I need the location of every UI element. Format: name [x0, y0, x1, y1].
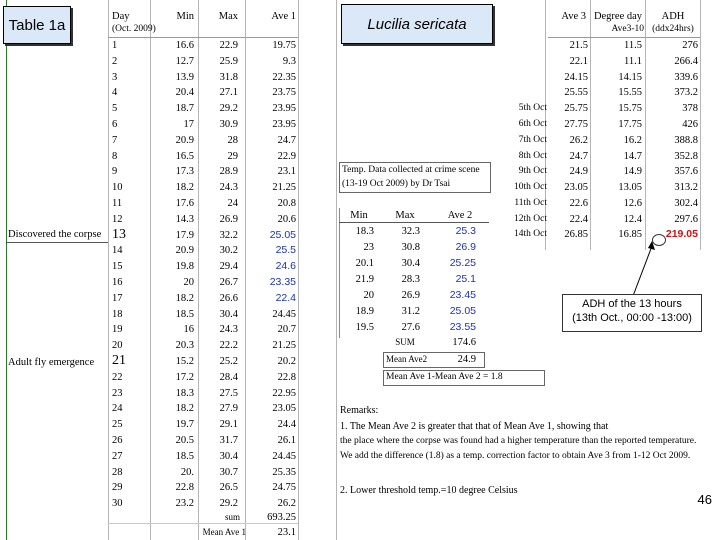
right-cell-adh: 378	[682, 103, 698, 115]
table-cell-max: 29.2	[219, 498, 238, 510]
right-cell-adh: 339.6	[674, 71, 698, 83]
right-cell-dd: 12.4	[623, 213, 642, 225]
table-cell-ave: 24.75	[272, 482, 296, 494]
table-cell-max: 24.3	[219, 182, 238, 194]
table-cell-min: 18.2	[175, 292, 194, 304]
table-cell-ave: 21.25	[272, 182, 296, 194]
page-number: 46	[697, 492, 712, 507]
table-cell-ave: 22.9	[277, 150, 296, 162]
table-cell-min: 17.6	[175, 198, 194, 209]
scene-caption-line1: Temp. Data collected at crime scene	[342, 165, 480, 175]
table-cell-ave: 23.75	[272, 87, 296, 99]
table-cell-day: 22	[112, 371, 123, 383]
table-cell-min: 17.2	[175, 371, 194, 383]
scene-header-ave2: Ave 2	[447, 210, 473, 221]
table-cell-ave: 25.05	[269, 228, 296, 241]
label-adult-fly-emergence: Adult fly emergence	[8, 357, 95, 368]
table-cell-min: 18.5	[175, 450, 194, 462]
scene-cell-min: 20	[363, 290, 374, 301]
right-cell-date: 8th Oct	[518, 150, 547, 161]
header-day-sub: (Oct. 2009)	[112, 24, 156, 34]
table-cell-day: 12	[112, 213, 123, 225]
table-cell-min: 15.2	[175, 356, 194, 367]
table-cell-min: 20.3	[175, 340, 194, 352]
right-cell-dd: 14.9	[623, 166, 642, 178]
scene-header-min: Min	[350, 210, 368, 221]
right-cell-ave: 24.9	[569, 166, 588, 178]
table-cell-max: 32.2	[219, 229, 238, 241]
right-cell-adh: 352.8	[674, 150, 698, 162]
scene-cell-max: 27.6	[401, 322, 420, 333]
right-cell-dd: 16.2	[623, 134, 642, 146]
right-cell-dd: 13.05	[618, 182, 642, 194]
scene-cell-ave: 25.3	[455, 225, 476, 237]
table-cell-min: 20.	[180, 466, 194, 478]
table-cell-max: 30.7	[219, 466, 238, 478]
remarks-title: Remarks:	[340, 405, 379, 416]
table-cell-ave: 23.95	[272, 119, 296, 130]
table-cell-ave: 20.8	[277, 198, 296, 209]
table-cell-day: 30	[112, 498, 123, 510]
scene-cell-min: 19.5	[355, 322, 374, 333]
table-cell-max: 25.2	[219, 356, 238, 367]
table-cell-ave: 25.35	[272, 466, 296, 478]
table-cell-max: 27.1	[219, 87, 238, 99]
table-cell-max: 26.7	[219, 277, 238, 288]
right-cell-ave: 26.2	[569, 134, 588, 146]
right-cell-ave: 22.4	[569, 213, 588, 225]
scene-cell-ave: 23.55	[449, 321, 476, 333]
table-cell-max: 28	[227, 134, 238, 146]
scene-cell-max: 28.3	[401, 274, 420, 285]
table-cell-max: 31.8	[219, 71, 238, 83]
table-cell-max: 26.9	[219, 213, 238, 225]
table-cell-ave: 23.35	[269, 276, 296, 288]
table-cell-min: 17.3	[175, 166, 194, 178]
table-cell-ave: 20.7	[277, 324, 296, 336]
right-cell-dd: 11.1	[624, 55, 642, 67]
callout-line1: ADH of the 13 hours	[582, 298, 682, 310]
table-cell-day: 7	[112, 134, 118, 146]
right-cell-dd: 14.7	[623, 150, 642, 162]
table-cell-day: 2	[112, 55, 118, 67]
table-cell-ave: 23.95	[272, 103, 296, 115]
right-header-degree-day: Degree day	[593, 11, 643, 22]
table-cell-day: 24	[112, 403, 123, 415]
table-cell-ave: 26.1	[277, 435, 296, 446]
table-cell-max: 29.2	[219, 103, 238, 115]
header-max: Max	[218, 11, 238, 22]
right-cell-date: 5th Oct	[518, 103, 547, 114]
table-cell-ave: 9.3	[282, 55, 296, 67]
table-cell-day: 29	[112, 482, 123, 494]
right-cell-date: 11th Oct	[514, 198, 547, 208]
table-cell-day: 19	[112, 324, 123, 336]
table-cell-day: 18	[112, 308, 123, 320]
table-cell-max: 26.5	[219, 482, 238, 494]
table-cell-max: 28.9	[219, 166, 238, 178]
table-cell-day: 20	[112, 340, 123, 352]
table-cell-day: 28	[112, 466, 123, 478]
scene-cell-max: 26.9	[401, 290, 420, 301]
table-cell-day: 11	[112, 198, 123, 209]
table-cell-min: 16.6	[175, 40, 194, 51]
right-subheader-dd: Ave3-10	[611, 24, 644, 34]
right-cell-adh: 373.2	[674, 87, 698, 99]
right-cell-dd: 15.75	[618, 103, 642, 115]
table-cell-max: 29	[227, 150, 238, 162]
table-cell-day: 10	[112, 182, 123, 194]
table-cell-min: 17	[183, 119, 194, 130]
remarks-line5: 2. Lower threshold temp.=10 degree Celsius	[340, 485, 518, 496]
table-cell-ave: 22.95	[272, 387, 296, 399]
right-cell-dd: 17.75	[618, 119, 642, 130]
table-cell-min: 18.7	[175, 103, 194, 115]
scene-cell-min: 20.1	[355, 258, 374, 269]
table-cell-ave: 24.45	[272, 450, 296, 462]
table-cell-day: 21	[112, 353, 126, 368]
table-cell-max: 24	[227, 198, 238, 209]
table-cell-ave: 23.05	[272, 403, 296, 415]
right-cell-adh: 219.05	[665, 228, 698, 240]
scene-header-max: Max	[395, 210, 415, 221]
mean-ave1-value: 23.1	[277, 527, 296, 538]
table-cell-day: 8	[112, 150, 118, 162]
right-cell-dd: 12.6	[623, 198, 642, 209]
table-cell-day: 26	[112, 435, 123, 446]
scene-cell-ave: 25.05	[449, 305, 476, 317]
table-cell-ave: 24.4	[277, 419, 296, 431]
table-cell-min: 20.5	[175, 435, 194, 446]
table-cell-max: 29.4	[219, 261, 238, 273]
table-cell-day: 17	[112, 292, 123, 304]
right-cell-adh: 297.6	[674, 213, 698, 225]
scene-cell-ave: 26.9	[455, 241, 476, 253]
table-cell-max: 25.9	[219, 55, 238, 67]
table-cell-ave: 25.5	[275, 244, 296, 257]
species-name: Lucilia sericata	[367, 15, 467, 33]
table-cell-max: 30.4	[219, 308, 238, 320]
table-cell-day: 25	[112, 419, 123, 431]
table-cell-ave: 22.35	[272, 71, 296, 83]
scene-cell-max: 30.4	[401, 258, 420, 269]
label-discovered-corpse: Discovered the corpse	[8, 229, 102, 240]
right-cell-dd: 14.15	[618, 71, 642, 83]
right-cell-date: 9th Oct	[518, 166, 547, 177]
right-cell-date: 7th Oct	[518, 134, 547, 145]
callout-line2: (13th Oct., 00:00 -13:00)	[572, 312, 692, 324]
sum-value: 693.25	[267, 512, 296, 523]
table-cell-ave: 22.8	[277, 371, 296, 383]
table-cell-min: 18.5	[175, 308, 194, 320]
scene-mean-label: Mean Ave2	[386, 354, 428, 364]
right-cell-ave: 25.75	[564, 103, 588, 115]
scene-caption-line2: (13-19 Oct 2009) by Dr Tsai	[342, 179, 451, 189]
table-cell-min: 23.2	[175, 498, 194, 510]
scene-cell-ave: 25.1	[455, 273, 476, 285]
table-cell-min: 20	[183, 277, 194, 288]
table-cell-day: 1	[112, 40, 118, 51]
mean-ave1-label: Mean Ave 1	[202, 527, 246, 537]
right-cell-dd: 15.55	[618, 87, 642, 99]
table-cell-day: 3	[112, 71, 118, 83]
header-min: Min	[176, 11, 194, 22]
right-cell-adh: 388.8	[674, 134, 698, 146]
table-cell-min: 13.9	[175, 71, 194, 83]
table-cell-max: 29.1	[219, 419, 238, 431]
table-cell-ave: 23.1	[277, 166, 296, 178]
right-cell-ave: 27.75	[564, 119, 588, 130]
right-subheader-adh: (ddx24hrs)	[652, 24, 694, 34]
table-cell-max: 31.7	[219, 435, 238, 446]
table-cell-day: 15	[112, 261, 123, 273]
right-cell-ave: 23.05	[564, 182, 588, 194]
table-cell-day: 9	[112, 166, 118, 178]
table-cell-min: 16.5	[175, 150, 194, 162]
table-cell-ave: 24.6	[275, 260, 296, 273]
scene-cell-ave: 25.25	[449, 257, 476, 269]
remarks-line2: the place where the corpse was found had a higher temperature than the reported temperature.	[340, 436, 697, 446]
right-cell-ave: 26.85	[564, 229, 588, 240]
scene-cell-min: 18.3	[355, 226, 374, 237]
right-cell-adh: 266.4	[674, 55, 698, 67]
right-cell-adh: 302.4	[674, 198, 698, 209]
right-header-adh: ADH	[661, 11, 685, 22]
table-cell-max: 24.3	[219, 324, 238, 336]
table-cell-ave: 19.75	[272, 40, 296, 51]
right-cell-ave: 24.15	[564, 71, 588, 83]
table-cell-ave: 20.2	[277, 356, 296, 367]
table-cell-min: 20.9	[175, 134, 194, 146]
table-cell-day: 16	[112, 277, 123, 288]
sum-label: sum	[224, 512, 240, 522]
scene-sum-value: 174.6	[452, 337, 476, 348]
table-cell-ave: 26.2	[277, 498, 296, 510]
right-cell-ave: 22.6	[569, 198, 588, 209]
right-cell-adh: 313.2	[674, 182, 698, 194]
table-cell-min: 18.2	[175, 182, 194, 194]
table-cell-max: 28.4	[219, 371, 238, 383]
table-cell-min: 18.3	[175, 387, 194, 399]
table-cell-min: 20.9	[175, 245, 194, 257]
table-cell-min: 22.8	[175, 482, 194, 494]
scene-cell-max: 31.2	[401, 306, 420, 317]
table-cell-max: 22.9	[219, 40, 238, 51]
table-cell-min: 18.2	[175, 403, 194, 415]
diff-label: Mean Ave 1-Mean Ave 2 = 1.8	[386, 372, 503, 382]
right-cell-ave: 25.55	[564, 87, 588, 99]
table-cell-ave: 21.25	[272, 340, 296, 352]
callout-box	[562, 294, 702, 332]
right-cell-ave: 22.1	[569, 55, 588, 67]
right-cell-adh: 357.6	[674, 166, 698, 178]
table-cell-max: 22.2	[219, 340, 238, 352]
table-cell-max: 27.5	[219, 387, 238, 399]
table-cell-ave: 22.4	[275, 291, 296, 304]
table-cell-ave: 24.45	[272, 308, 296, 320]
right-cell-ave: 21.5	[569, 40, 588, 51]
header-day: Day	[112, 11, 130, 22]
scene-cell-max: 32.3	[401, 226, 420, 237]
table-cell-max: 30.2	[219, 245, 238, 257]
table-cell-ave: 20.6	[277, 213, 296, 225]
table-cell-max: 27.9	[219, 403, 238, 415]
scene-cell-ave: 23.45	[449, 289, 476, 301]
right-cell-date: 6th Oct	[518, 119, 547, 129]
right-cell-adh: 276	[682, 40, 698, 51]
table-cell-min: 14.3	[175, 213, 194, 225]
table-cell-day: 23	[112, 387, 123, 399]
table-cell-min: 17.9	[175, 229, 194, 241]
table-title: Table 1a	[8, 16, 66, 34]
table-cell-day: 14	[112, 245, 123, 257]
table-cell-day: 5	[112, 103, 118, 115]
right-cell-date: 14th Oct	[514, 229, 547, 239]
table-cell-day: 13	[112, 226, 126, 242]
right-cell-date: 12th Oct	[514, 213, 547, 224]
table-cell-day: 4	[112, 87, 118, 99]
table-cell-day: 27	[112, 450, 123, 462]
header-ave1: Ave 1	[271, 11, 296, 22]
right-header-ave3: Ave 3	[561, 11, 586, 22]
table-cell-min: 16	[183, 324, 194, 336]
scene-mean-value: 24.9	[457, 354, 476, 365]
table-cell-min: 19.7	[175, 419, 194, 431]
scene-sum-label: SUM	[395, 337, 415, 347]
right-cell-ave: 24.7	[569, 150, 588, 162]
scene-cell-max: 30.8	[401, 242, 420, 253]
table-cell-min: 19.8	[175, 261, 194, 273]
remarks-line1: 1. The Mean Ave 2 is greater that that of Mean Ave 1, showing that	[340, 421, 609, 432]
scene-cell-min: 21.9	[355, 274, 374, 285]
table-cell-day: 6	[112, 119, 118, 130]
table-cell-min: 12.7	[175, 55, 194, 67]
scene-cell-min: 18.9	[355, 306, 374, 317]
right-cell-dd: 11.5	[624, 40, 642, 51]
right-cell-adh: 426	[682, 119, 698, 130]
table-cell-min: 20.4	[175, 87, 194, 99]
table-cell-max: 26.6	[219, 292, 238, 304]
table-cell-max: 30.9	[219, 119, 238, 130]
table-cell-max: 30.4	[219, 450, 238, 462]
table-cell-ave: 24.7	[277, 134, 296, 146]
right-cell-dd: 16.85	[618, 229, 642, 240]
scene-cell-min: 23	[363, 242, 374, 253]
right-cell-date: 10th Oct	[514, 182, 547, 193]
remarks-line3: We add the difference (1.8) as a temp. correction factor to obtain Ave 3 from 1-12 Oct 2009.	[340, 451, 691, 461]
